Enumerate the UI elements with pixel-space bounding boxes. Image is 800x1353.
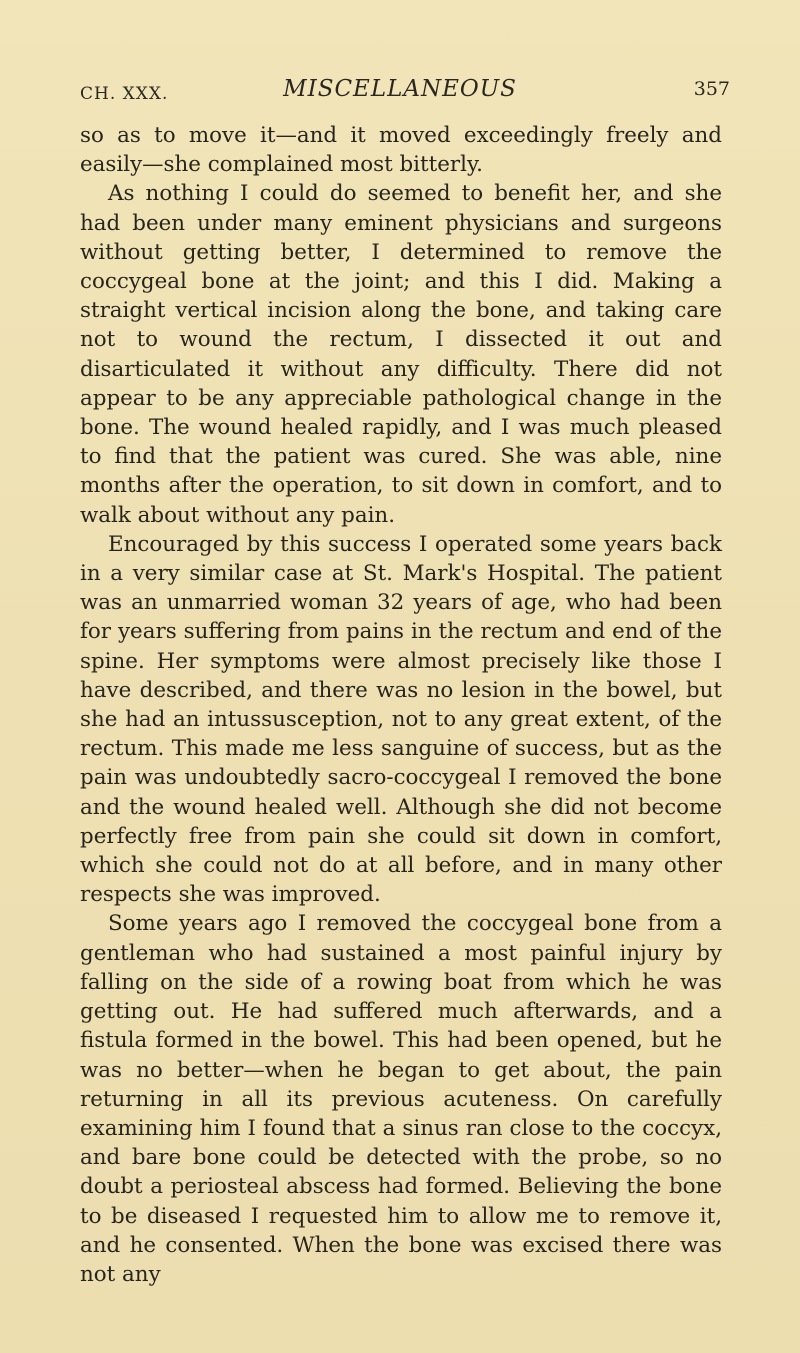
running-header	[80, 76, 730, 110]
paragraph-continued: so as to move it—and it moved exceedingly freely and easily—she complained most bitterly.	[80, 123, 722, 178]
chapter-label: CH. XXX.	[80, 84, 169, 104]
paragraph: Some years ago I removed the coccygeal bone from a gentleman who had sustained a most painful injury by falling on the side of a rowing boat from which he was getting out. He had suffered much afterwards, and a fistula formed in the bowel. This had been opened, but he was no better—when he began to get about, the pain returning in all its previous acuteness. On carefully examining him I found that a sinus ran close to the coccyx, and bare bone could be detected with the probe, so no doubt a periosteal abscess had formed. Believing the bone to be diseased I requested him to allow me to remove it, and he consented. When the bone was excised there was not any	[80, 911, 722, 1287]
page-number: 357	[693, 78, 730, 100]
running-title: MISCELLANEOUS	[283, 76, 517, 102]
paragraph: Encouraged by this success I operated some years back in a very similar case at St. Mark's Hospital. The patient was an unmarried woman 32 years of age, who had been for years suffering from pains in the rectum and end of the spine. Her symptoms were almost precisely like those I have described, and there was no lesion in the bowel, but she had an intussusception, not to any great extent, of the rectum. This made me less sanguine of success, but as the pain was undoubtedly sacro-coccygeal I removed the bone and the wound healed well. Although she did not become perfectly free from pain she could sit down in comfort, which she could not do at all before, and in many other respects she was improved.	[80, 531, 722, 908]
body-text	[80, 121, 722, 1289]
paragraph: As nothing I could do seemed to benefit her, and she had been under many eminent physicians and surgeons without getting better, I determined to remove the coccygeal bone at the joint; and this I did. Making a straight vertical incision along the bone, and taking care not to wound the rectum, I dissected it out and disarticulated it without any difficulty. There did not appear to be any appreciable pathological change in the bone. The wound healed rapidly, and I was much pleased to find that the patient was cured. She was able, nine months after the operation, to sit down in comfort, and to walk about without any pain.	[80, 181, 722, 528]
